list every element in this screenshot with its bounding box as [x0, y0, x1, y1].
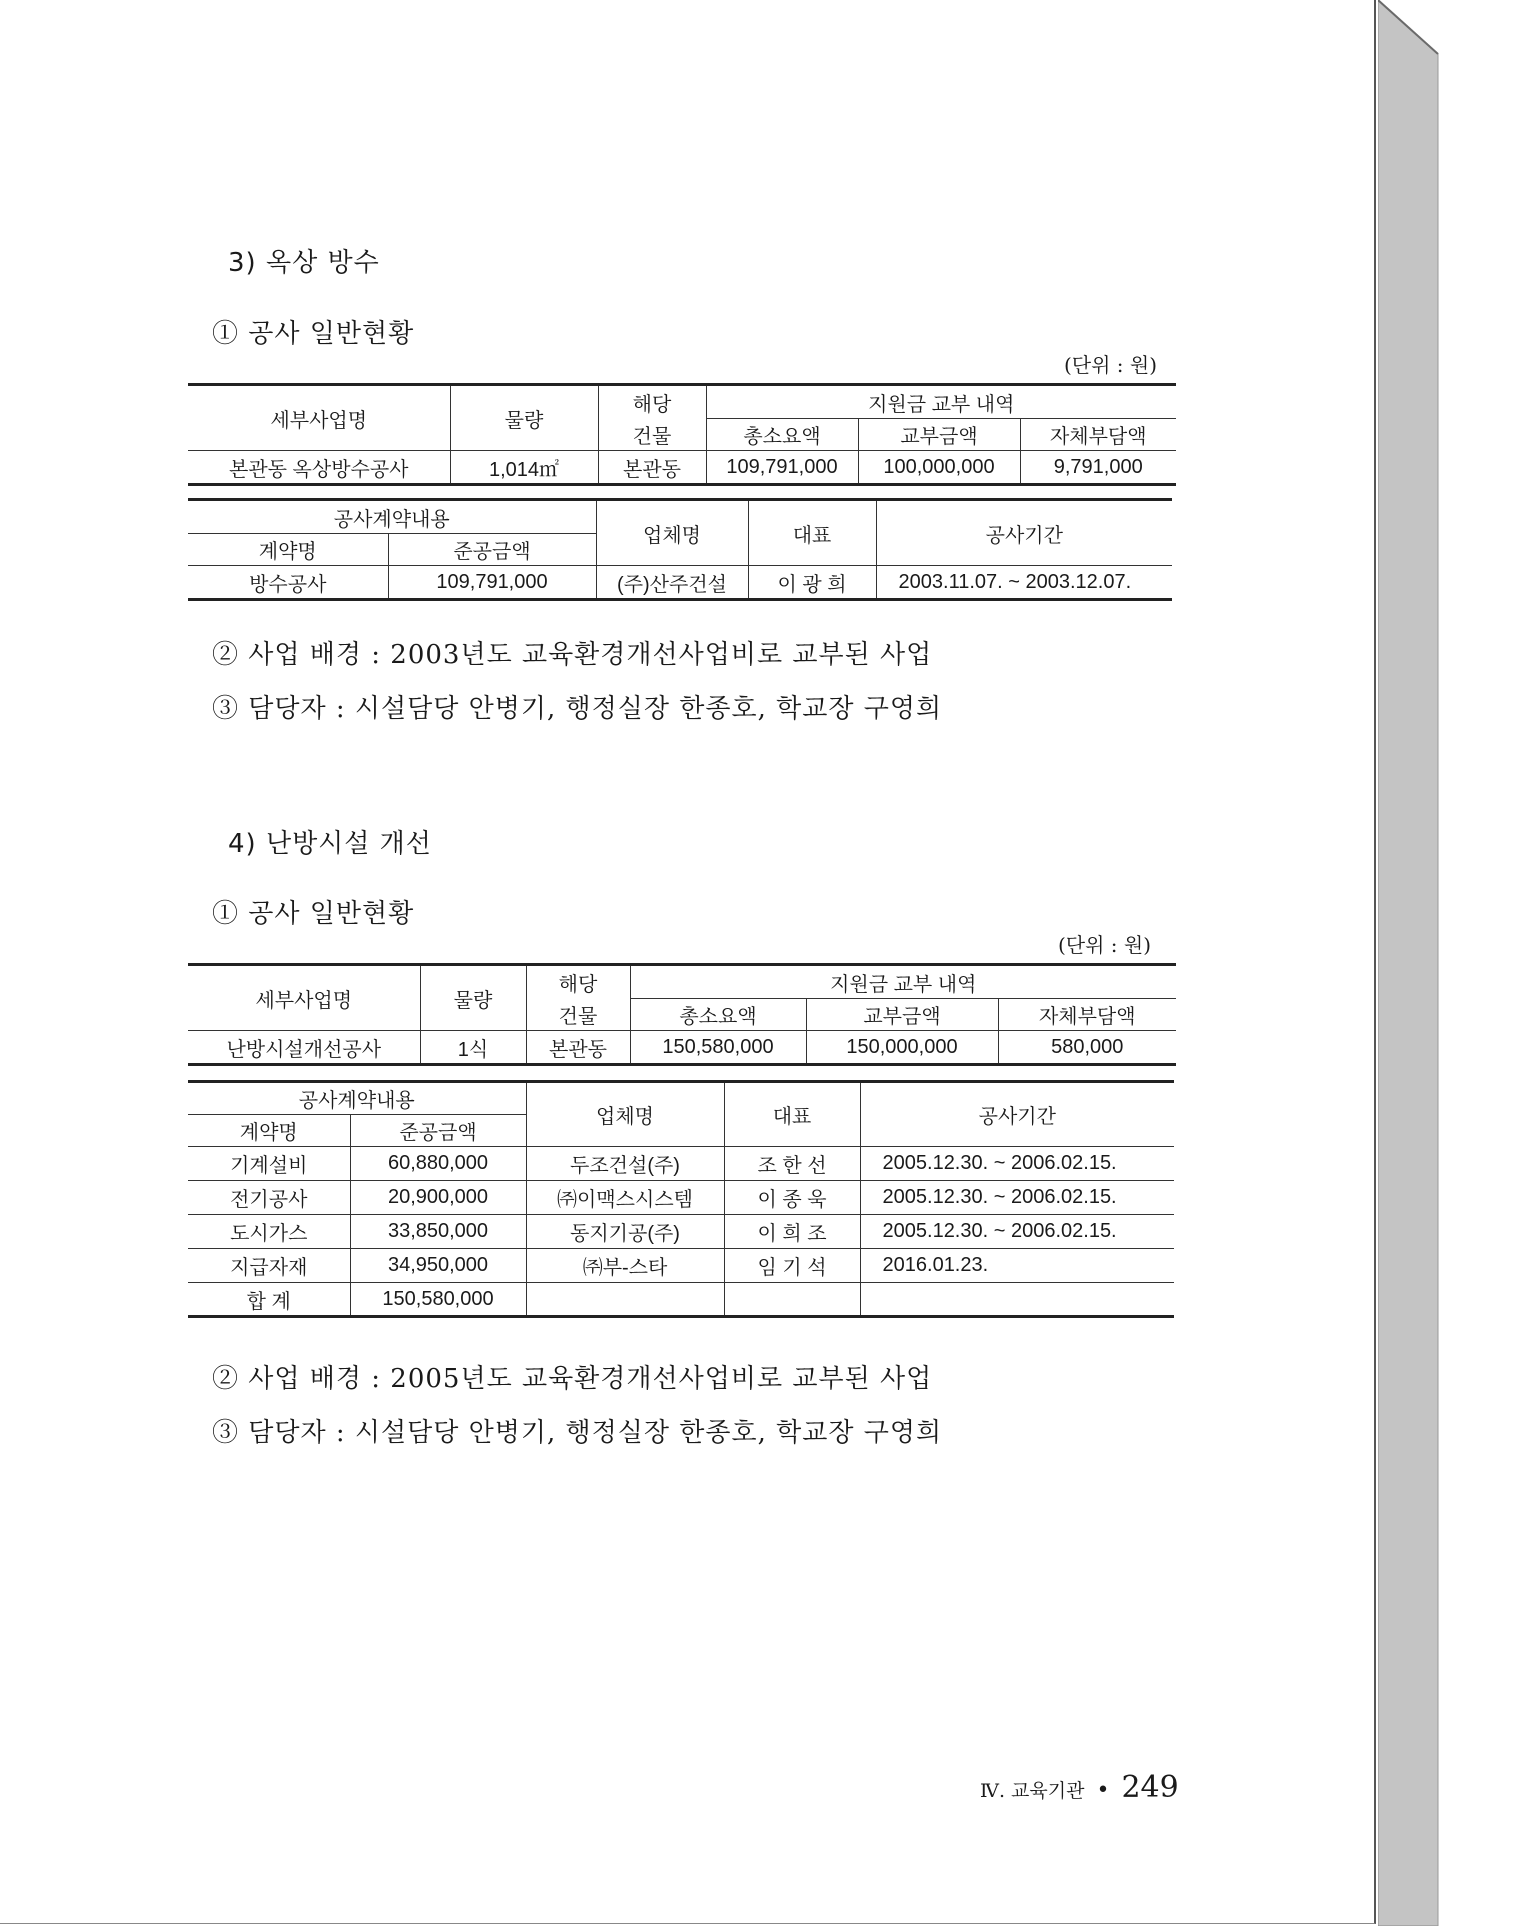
cell-total-cost: 109,791,000 — [706, 451, 858, 485]
cell-company: 동지기공(주) — [526, 1215, 724, 1249]
header-subsidy-amount: 교부금액 — [806, 999, 998, 1031]
cell-contract-name: 방수공사 — [188, 566, 388, 600]
cell-representative: 이 광 희 — [748, 566, 876, 600]
cell-representative: 조 한 선 — [724, 1147, 860, 1181]
header-self-funding: 자체부담액 — [998, 999, 1176, 1031]
section-4-manager: ③ 담당자 : 시설담당 안병기, 행정실장 한종호, 학교장 구영희 — [212, 1418, 943, 1448]
cell-contract-name: 도시가스 — [188, 1215, 350, 1249]
cell-contract-name: 기계설비 — [188, 1147, 350, 1181]
footer-bullet: • — [1096, 1778, 1110, 1803]
header-contract-details: 공사계약내용 — [188, 500, 596, 534]
section-4-contract-table — [188, 1080, 1174, 1318]
cell-representative: 이 희 조 — [724, 1215, 860, 1249]
cell-company: ㈜부-스타 — [526, 1249, 724, 1283]
header-building-line1: 해당 — [526, 965, 630, 999]
header-grant-details: 지원금 교부 내역 — [706, 385, 1176, 419]
cell-building: 본관동 — [598, 451, 706, 485]
cell-completion-amount: 34,950,000 — [350, 1249, 526, 1283]
header-project-name: 세부사업명 — [188, 385, 450, 451]
header-completion-amount: 준공금액 — [388, 534, 596, 566]
page-number: 249 — [1121, 1770, 1179, 1805]
cell-company: ㈜이맥스시스템 — [526, 1181, 724, 1215]
header-construction-period: 공사기간 — [860, 1082, 1174, 1147]
header-construction-period: 공사기간 — [876, 500, 1172, 566]
cell-completion-amount: 33,850,000 — [350, 1215, 526, 1249]
cell-contract-name: 지급자재 — [188, 1249, 350, 1283]
header-quantity: 물량 — [420, 965, 526, 1031]
book-page-edge — [1378, 0, 1450, 1926]
cell-project-name: 난방시설개선공사 — [188, 1031, 420, 1065]
cell-representative: 임 기 석 — [724, 1249, 860, 1283]
header-total-cost: 총소요액 — [706, 419, 858, 451]
cell-representative: 이 종 욱 — [724, 1181, 860, 1215]
header-contract-name: 계약명 — [188, 1115, 350, 1147]
cell-company: 두조건설(주) — [526, 1147, 724, 1181]
section-3-manager: ③ 담당자 : 시설담당 안병기, 행정실장 한종호, 학교장 구영희 — [212, 694, 943, 724]
cell-construction-period: 2005.12.30. ~ 2006.02.15. — [860, 1181, 1174, 1215]
header-representative: 대표 — [748, 500, 876, 566]
header-representative: 대표 — [724, 1082, 860, 1147]
section-4-heading: 4) 난방시설 개선 — [228, 829, 432, 859]
cell-construction-period: 2005.12.30. ~ 2006.02.15. — [860, 1215, 1174, 1249]
cell-empty — [526, 1283, 724, 1317]
header-subsidy-amount: 교부금액 — [858, 419, 1020, 451]
header-contract-details: 공사계약내용 — [188, 1082, 526, 1115]
header-company: 업체명 — [596, 500, 748, 566]
cell-empty — [724, 1283, 860, 1317]
cell-self-funding: 580,000 — [998, 1031, 1176, 1065]
cell-subsidy-amount: 150,000,000 — [806, 1031, 998, 1065]
cell-construction-period: 2005.12.30. ~ 2006.02.15. — [860, 1147, 1174, 1181]
section-3-unit-note: (단위 : 원) — [1064, 353, 1158, 377]
cell-construction-period: 2016.01.23. — [860, 1249, 1174, 1283]
section-3-general-status-title: ① 공사 일반현황 — [212, 319, 415, 349]
cell-completion-amount: 109,791,000 — [388, 566, 596, 600]
section-3-project-table — [188, 383, 1176, 486]
header-completion-amount: 준공금액 — [350, 1115, 526, 1147]
header-quantity: 물량 — [450, 385, 598, 451]
section-4-unit-note: (단위 : 원) — [1058, 933, 1152, 957]
section-3-background: ② 사업 배경 : 2003년도 교육환경개선사업비로 교부된 사업 — [212, 640, 933, 670]
cell-total-amount: 150,580,000 — [350, 1283, 526, 1317]
header-contract-name: 계약명 — [188, 534, 388, 566]
cell-contract-name: 전기공사 — [188, 1181, 350, 1215]
cell-total-label: 합 계 — [188, 1283, 350, 1317]
section-4-general-status-title: ① 공사 일반현황 — [212, 899, 415, 929]
cell-self-funding: 9,791,000 — [1020, 451, 1176, 485]
cell-completion-amount: 60,880,000 — [350, 1147, 526, 1181]
header-building-line1: 해당 — [598, 385, 706, 419]
cell-quantity: 1,014㎡ — [450, 451, 598, 485]
header-building-line2: 건물 — [598, 419, 706, 451]
page-footer — [980, 1770, 1179, 1805]
cell-subsidy-amount: 100,000,000 — [858, 451, 1020, 485]
cell-total-cost: 150,580,000 — [630, 1031, 806, 1065]
section-3-heading: 3) 옥상 방수 — [228, 248, 380, 278]
section-3-contract-table — [188, 498, 1172, 601]
header-company: 업체명 — [526, 1082, 724, 1147]
section-4-background: ② 사업 배경 : 2005년도 교육환경개선사업비로 교부된 사업 — [212, 1364, 933, 1394]
footer-section-title: Ⅳ. 교육기관 — [980, 1780, 1085, 1802]
header-total-cost: 총소요액 — [630, 999, 806, 1031]
header-self-funding: 자체부담액 — [1020, 419, 1176, 451]
header-grant-details: 지원금 교부 내역 — [630, 965, 1176, 999]
cell-company: (주)산주건설 — [596, 566, 748, 600]
cell-building: 본관동 — [526, 1031, 630, 1065]
header-project-name: 세부사업명 — [188, 965, 420, 1031]
cell-project-name: 본관동 옥상방수공사 — [188, 451, 450, 485]
section-4-project-table — [188, 963, 1176, 1066]
cell-construction-period: 2003.11.07. ~ 2003.12.07. — [876, 566, 1172, 600]
header-building-line2: 건물 — [526, 999, 630, 1031]
cell-quantity: 1식 — [420, 1031, 526, 1065]
cell-empty — [860, 1283, 1174, 1317]
cell-completion-amount: 20,900,000 — [350, 1181, 526, 1215]
